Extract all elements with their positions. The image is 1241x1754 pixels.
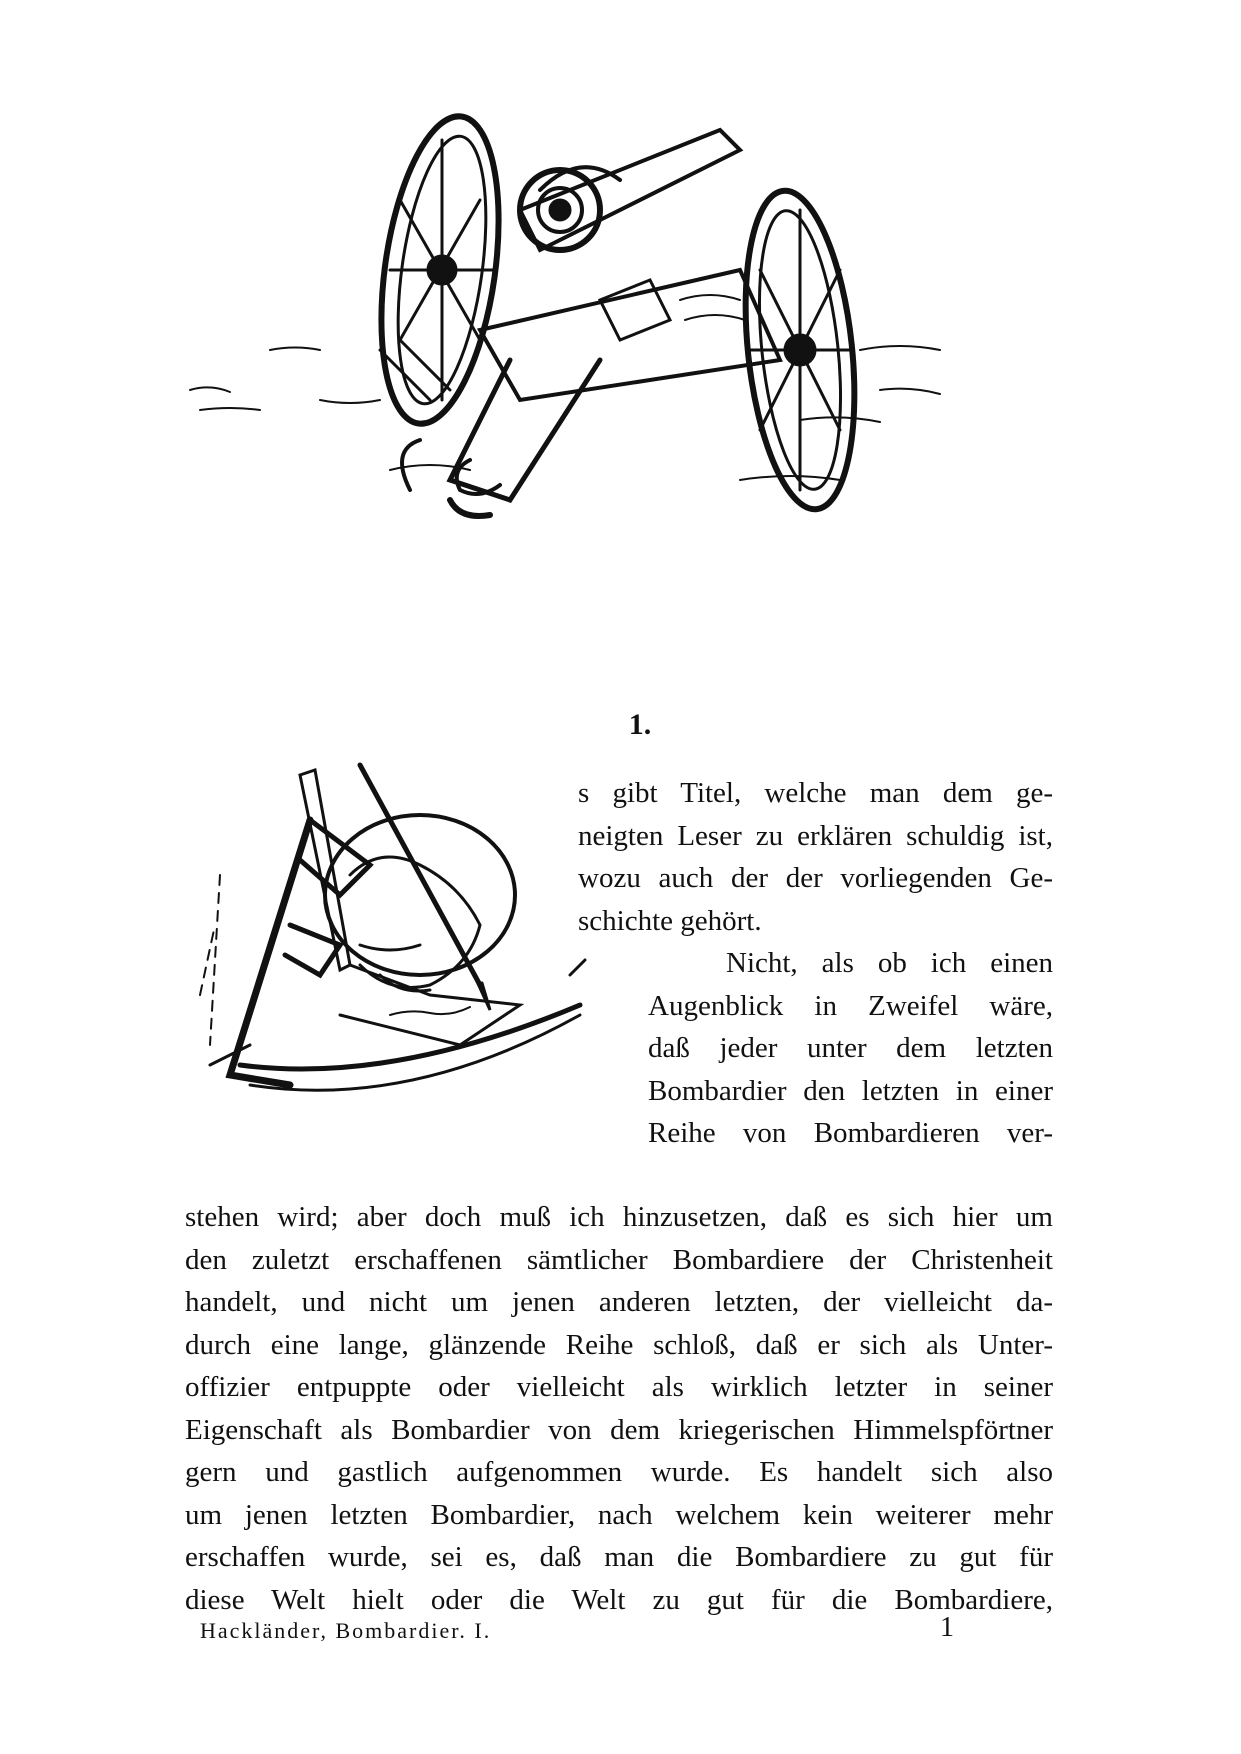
chapter-number: 1. bbox=[628, 708, 652, 741]
page-number: 1 bbox=[940, 1612, 954, 1643]
text-line: s gibt Titel, welche man dem ge- bbox=[578, 777, 1053, 809]
decorative-initial-e bbox=[190, 745, 630, 1165]
text-line: Nicht, als ob ich einen bbox=[726, 947, 1053, 979]
text-line: gern und gastlich aufgenommen wurde. Es handelt sich also bbox=[185, 1456, 1053, 1488]
text-line: neigten Leser zu erklären schuldig ist, bbox=[578, 819, 1053, 852]
text-line: handelt, und nicht um jenen anderen letzten, der vielleicht da- bbox=[185, 1286, 1053, 1318]
text-line: offizier entpuppte oder vielleicht als wirklich letzter in seiner bbox=[185, 1371, 1053, 1403]
text-line: daß jeder unter dem letzten bbox=[648, 1032, 1053, 1064]
paragraph-2-wide bbox=[185, 1196, 1053, 1621]
text-line: diese Welt hielt oder die Welt zu gut für die Bombardiere, bbox=[185, 1583, 1053, 1616]
cannon-illustration bbox=[180, 100, 1060, 600]
text-line: Bombardier den letzten in einer bbox=[648, 1074, 1053, 1107]
text-line: stehen wird; aber doch muß ich hinzusetzen, daß es sich hier um bbox=[185, 1201, 1053, 1233]
text-line: erschaffen wurde, sei es, daß man die Bombardiere zu gut für bbox=[185, 1541, 1053, 1573]
text-line: wozu auch der der vorliegenden Ge- bbox=[578, 862, 1053, 894]
paragraph-1 bbox=[578, 772, 1053, 942]
paragraph-2-narrow bbox=[648, 942, 1053, 1155]
text-line: Augenblick in Zweifel wäre, bbox=[648, 989, 1053, 1022]
text-line: den zuletzt erschaffenen sämtlicher Bombardiere der Christenheit bbox=[185, 1243, 1053, 1276]
text-line: Reihe von Bombardieren ver- bbox=[648, 1117, 1053, 1149]
text-line: Eigenschaft als Bombardier von dem kriegerischen Himmelspförtner bbox=[185, 1413, 1053, 1446]
text-line: schichte gehört. bbox=[578, 904, 762, 937]
footer-signature: Hackländer, Bombardier. I. bbox=[200, 1618, 492, 1643]
text-line: durch eine lange, glänzende Reihe schloß, daß er sich als Unter- bbox=[185, 1328, 1053, 1361]
text-line: um jenen letzten Bombardier, nach welchem kein weiterer mehr bbox=[185, 1498, 1053, 1531]
